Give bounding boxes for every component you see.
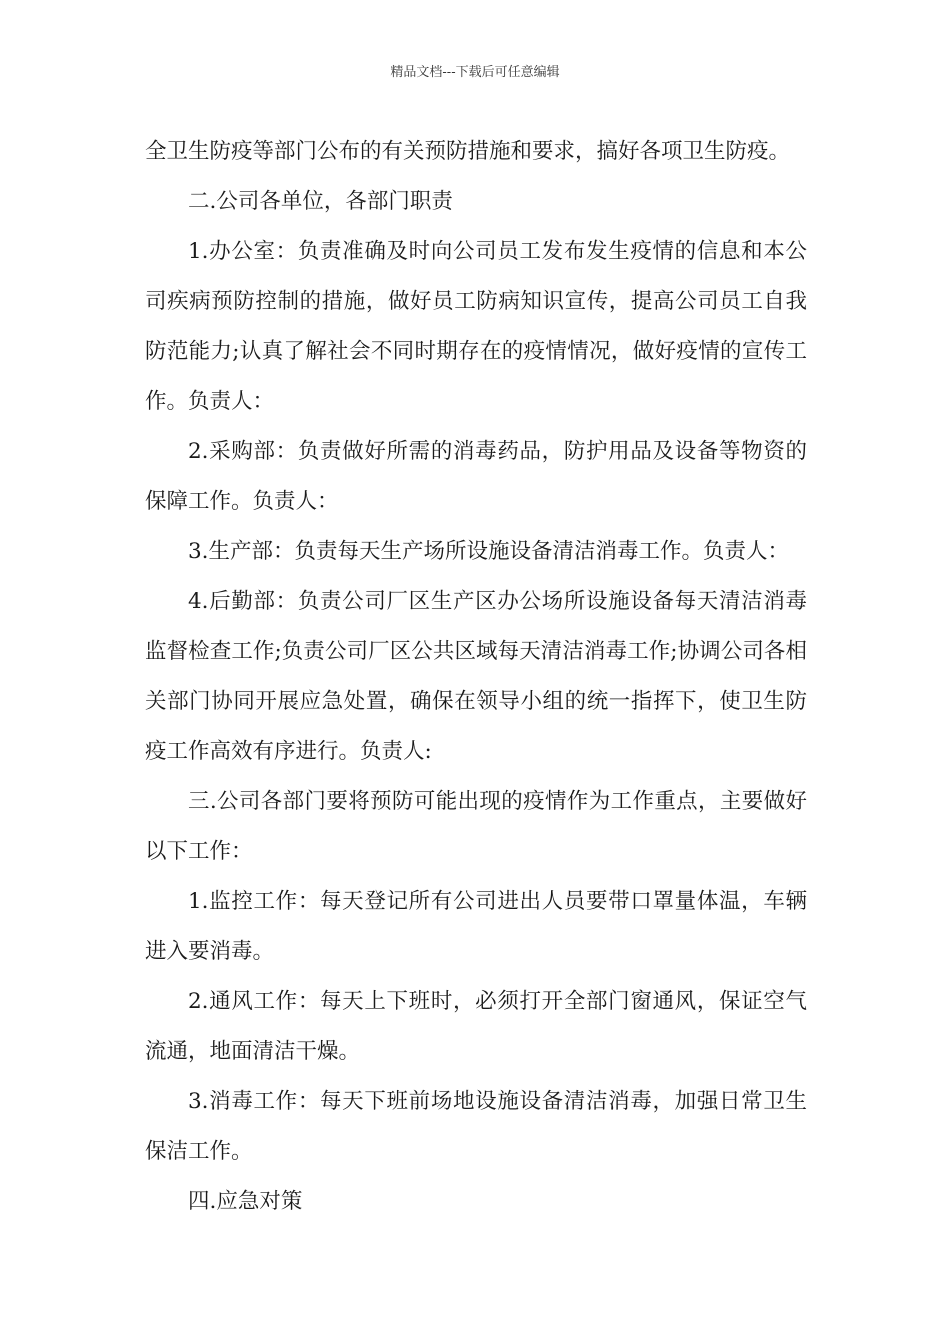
paragraph-purchasing: 2.采购部：负责做好所需的消毒药品，防护用品及设备等物资的保障工作。负责人： — [145, 439, 807, 514]
paragraph-ventilation: 2.通风工作：每天上下班时，必须打开全部门窗通风，保证空气流通，地面清洁干燥。 — [145, 989, 807, 1064]
paragraph-logistics: 4.后勤部：负责公司厂区生产区办公场所设施设备每天清洁消毒监督检查工作;负责公司厂区公共区域每天清洁消毒工作;协调公司各相关部门协同开展应急处置，确保在领导小组的统一指挥下，使卫生防疫工作高效有序进行。负责人: — [145, 589, 807, 764]
section-heading-2: 二.公司各单位，各部门职责 — [188, 189, 453, 214]
paragraph-monitoring: 1.监控工作：每天登记所有公司进出人员要带口罩量体温，车辆进入要消毒。 — [145, 889, 807, 964]
section-heading-4: 四.应急对策 — [188, 1189, 303, 1214]
paragraph-continuation: 全卫生防疫等部门公布的有关预防措施和要求，搞好各项卫生防疫。 — [145, 139, 791, 164]
paragraph-production: 3.生产部：负责每天生产场所设施设备清洁消毒工作。负责人： — [188, 539, 790, 564]
paragraph-disinfection: 3.消毒工作：每天下班前场地设施设备清洁消毒，加强日常卫生保洁工作。 — [145, 1089, 807, 1164]
page-header: 精品文档---下载后可任意编辑 — [390, 65, 560, 80]
section-heading-3: 三.公司各部门要将预防可能出现的疫情作为工作重点，主要做好以下工作： — [145, 789, 807, 864]
paragraph-office: 1.办公室：负责准确及时向公司员工发布发生疫情的信息和本公司疾病预防控制的措施，做好员工防病知识宣传，提高公司员工自我防范能力;认真了解社会不同时期存在的疫情情况，做好疫情的宣传工作。负责人： — [145, 239, 807, 414]
document-body — [145, 127, 807, 1227]
